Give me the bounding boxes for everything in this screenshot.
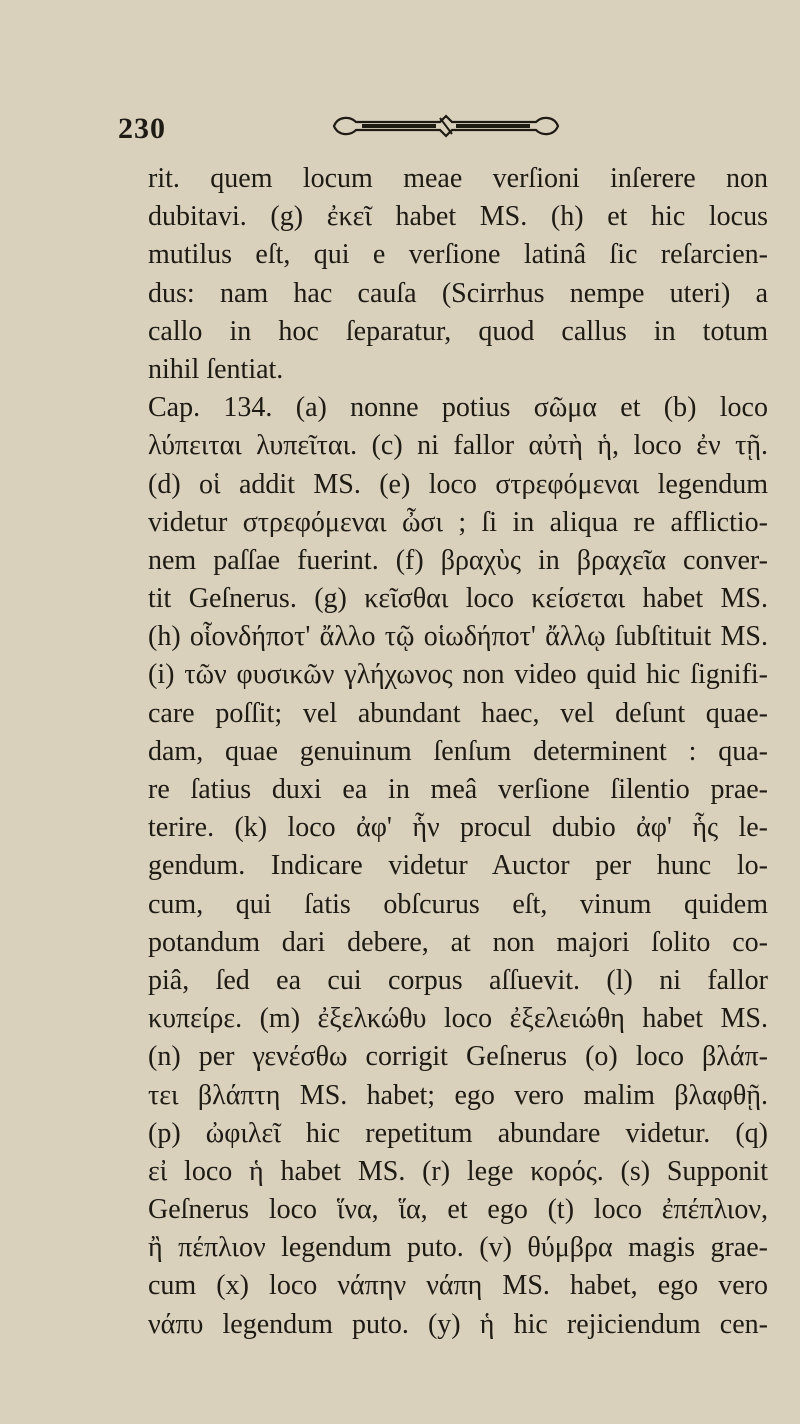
text-line: rit. quem locum meae verſioni inſerere non: [148, 163, 768, 194]
text-line: videtur στρεφόμεναι ὦσι ; ſi in aliqua re afflictio-: [148, 506, 768, 538]
text-line: τει βλάπτη MS. habet; ego vero malim βλαφθῇ.: [148, 1079, 768, 1111]
text-line: gendum. Indicare videtur Auctor per hunc lo-: [148, 850, 768, 882]
text-line: (i) τῶν φυσικῶν γλήχωνος non video quid hic ſignifi-: [148, 659, 768, 691]
text-line: terire. (k) loco ἀφ' ἧν procul dubio ἀφ' ἧς le-: [148, 812, 768, 844]
text-line: Cap. 134. (a) nonne potius σῶμα et (b) loco: [148, 392, 768, 424]
text-line: (p) ὠφιλεῖ hic repetitum abundare videtur. (q): [148, 1117, 768, 1149]
text-line: piâ, ſed ea cui corpus aſſuevit. (l) ni fallor: [148, 964, 768, 996]
text-line: cum, qui ſatis obſcurus eſt, vinum quidem: [148, 888, 768, 920]
text-line: ἢ πέπλιον legendum puto. (v) θύμβρα magis grae-: [148, 1232, 768, 1264]
text-line: εἰ loco ἡ habet MS. (r) lege κορός. (s) Supponit: [148, 1155, 768, 1187]
text-line: tit Geſnerus. (g) κεῖσθαι loco κείσεται habet MS.: [148, 583, 768, 615]
text-line: mutilus eſt, qui e verſione latinâ ſic reſarcien-: [148, 239, 768, 271]
text-line: re ſatius duxi ea in meâ verſione ſilentio prae-: [148, 774, 768, 805]
text-line: dubitavi. (g) ἐκεῖ habet MS. (h) et hic locus: [148, 201, 768, 233]
text-line: nem paſſae fuerint. (f) βραχὺς in βραχεῖα conver-: [148, 544, 768, 576]
text-line: (n) per γενέσθω corrigit Geſnerus (o) loco βλάπ-: [148, 1041, 768, 1073]
text-line: νάπυ legendum puto. (y) ἡ hic rejiciendum cen-: [148, 1308, 768, 1340]
page-number: 230: [118, 112, 166, 145]
text-line: care poſſit; vel abundant haec, vel deſunt quae-: [148, 697, 768, 729]
text-line: callo in hoc ſeparatur, quod callus in totum: [148, 315, 768, 347]
text-line: potandum dari debere, at non majori ſolito co-: [148, 926, 768, 958]
text-line: nihil ſentiat.: [148, 353, 284, 385]
text-line: dam, quae genuinum ſenſum determinent : qua-: [148, 735, 768, 767]
text-line: cum (x) loco νάπην νάπη MS. habet, ego vero: [148, 1270, 768, 1302]
text-line: Geſnerus loco ἵνα, ἵα, et ego (t) loco ἐπέπλιον,: [148, 1194, 768, 1226]
text-line: (d) οἱ addit MS. (e) loco στρεφόμεναι legendum: [148, 468, 768, 500]
text-line: dus: nam hac cauſa (Scirrhus nempe uteri) a: [148, 277, 768, 309]
text-line: κυπείρε. (m) ἐξελκώθυ loco ἐξελειώθη habet MS.: [148, 1003, 768, 1035]
body-text: [148, 160, 768, 1344]
text-line: λύπειται λυπεῖται. (c) ni fallor αὐτὴ ἡ, loco ἐν τῇ.: [148, 430, 768, 462]
text-line: (h) οἷονδήποτ' ἄλλο τῷ οἱωδήποτ' ἄλλῳ ſubſtituit MS.: [148, 621, 768, 653]
ornament-icon: [328, 112, 564, 140]
